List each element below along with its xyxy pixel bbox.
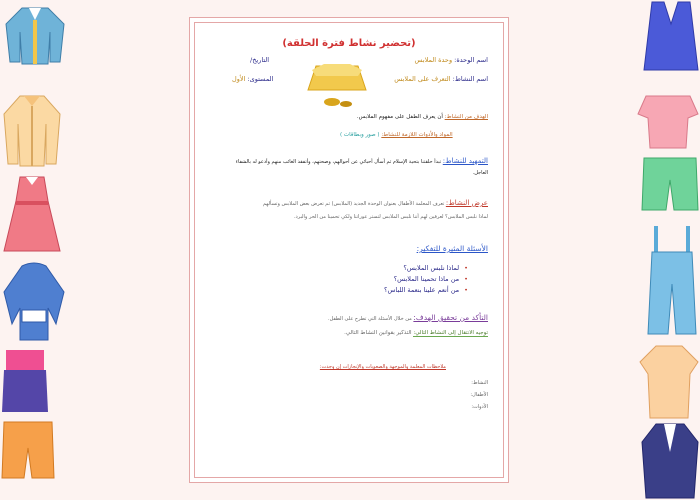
worksheet-title: (تحضير نشاط فترة الحلقة): [282, 38, 416, 49]
tools-label: المواد والأدوات اللازمة للنشاط:: [381, 132, 453, 138]
blue-vest-icon: [642, 0, 700, 74]
activity-row: [394, 76, 488, 84]
activity-value: التعرف على الملابس: [394, 75, 451, 83]
verify-row: [328, 313, 488, 322]
intro-line1: [236, 157, 488, 165]
green-shorts-icon: [640, 156, 700, 214]
blue-hoodie-icon: [0, 262, 68, 342]
goal-row: [357, 114, 488, 121]
unit-value: وحدة الملابس: [414, 56, 453, 64]
transition-highlight: توجيه الانتقال إلى النشاط التالي:: [413, 330, 488, 336]
tools-value: ( صور وبطاقات ): [340, 132, 380, 138]
tools-row: [340, 132, 453, 139]
level-label: المستوى:: [247, 75, 274, 83]
orange-shorts-icon: [0, 420, 56, 482]
goal-label: الهدف من النشاط:: [444, 114, 488, 120]
worksheet-page: [189, 17, 509, 483]
date-label: التاريخ/: [250, 56, 270, 64]
pink-blouse-icon: [636, 92, 700, 150]
denim-overalls-icon: [644, 224, 700, 336]
pink-dress-icon: [2, 175, 62, 253]
questions-label: الأسئلة المثيرة للتفكير:: [416, 244, 488, 253]
pink-purple-outfit-icon: [0, 348, 50, 414]
intro-text-line2: العاجل.: [472, 170, 488, 176]
presentation-line1: [263, 199, 488, 207]
transition-text: التذكير بقوانين النشاط التالي.: [344, 330, 412, 336]
verify-text: من خلال الأسئلة التي تطرح على الطفل.: [328, 316, 412, 322]
peach-shirt-icon: [638, 344, 700, 420]
unit-label: اسم الوحدة:: [454, 56, 488, 64]
level-value: الأول: [232, 75, 246, 83]
presentation-label: عرض النشاط:: [445, 199, 488, 207]
level-row: [232, 76, 273, 84]
notes-label: ملاحظات المعلمة والموجهة والصعوبات والإنجازات إن وجدت:: [319, 364, 446, 370]
presentation-text-line2: لماذا نلبس الملابس؟ لعرفين لهم أننا نلبس الملابس لتستر عوراتنا ولكي تحمينا من الحر والبرد.: [293, 214, 488, 220]
notes-field-tools: الأدوات:: [471, 404, 488, 410]
cream-jacket-icon: [0, 92, 64, 168]
navy-blazer-icon: [640, 422, 700, 500]
goal-text: أن يعرف الطفل على مفهوم الملابس.: [356, 114, 443, 120]
golden-clothes-icon: [302, 56, 372, 114]
question-item: • من أنعم علينا بنعمة اللباس؟: [384, 286, 468, 294]
intro-label: التمهيد للنشاط:: [442, 157, 488, 165]
presentation-text-line1: تعرف المعلمة الأطفال بعنوان الوحدة الجديد (الملابس) ثم تعرض بعض الملابس وتسألهم: [262, 201, 445, 207]
verify-label: التأكد من تحقيق الهدف:: [413, 313, 488, 322]
transition-row: [344, 330, 488, 337]
notes-field-children: الأطفال:: [470, 392, 488, 398]
unit-row: [415, 57, 488, 65]
activity-label: اسم النشاط:: [452, 75, 488, 83]
denim-jacket-icon: [2, 2, 68, 68]
question-item: • لماذا نلبس الملابس؟: [384, 264, 468, 272]
notes-field-activity: النشاط:: [471, 380, 488, 386]
questions-list: [384, 264, 468, 297]
question-item: • من ماذا تحمينا الملابس؟: [384, 275, 468, 283]
intro-text-line1: تبدأ حلقتنا بتحية الإسلام ثم أسأل أحبائي عن أحوالهم، وصحتهم، وأتفقد الغائب منهم وأدعو له بالشفاء: [235, 159, 442, 165]
